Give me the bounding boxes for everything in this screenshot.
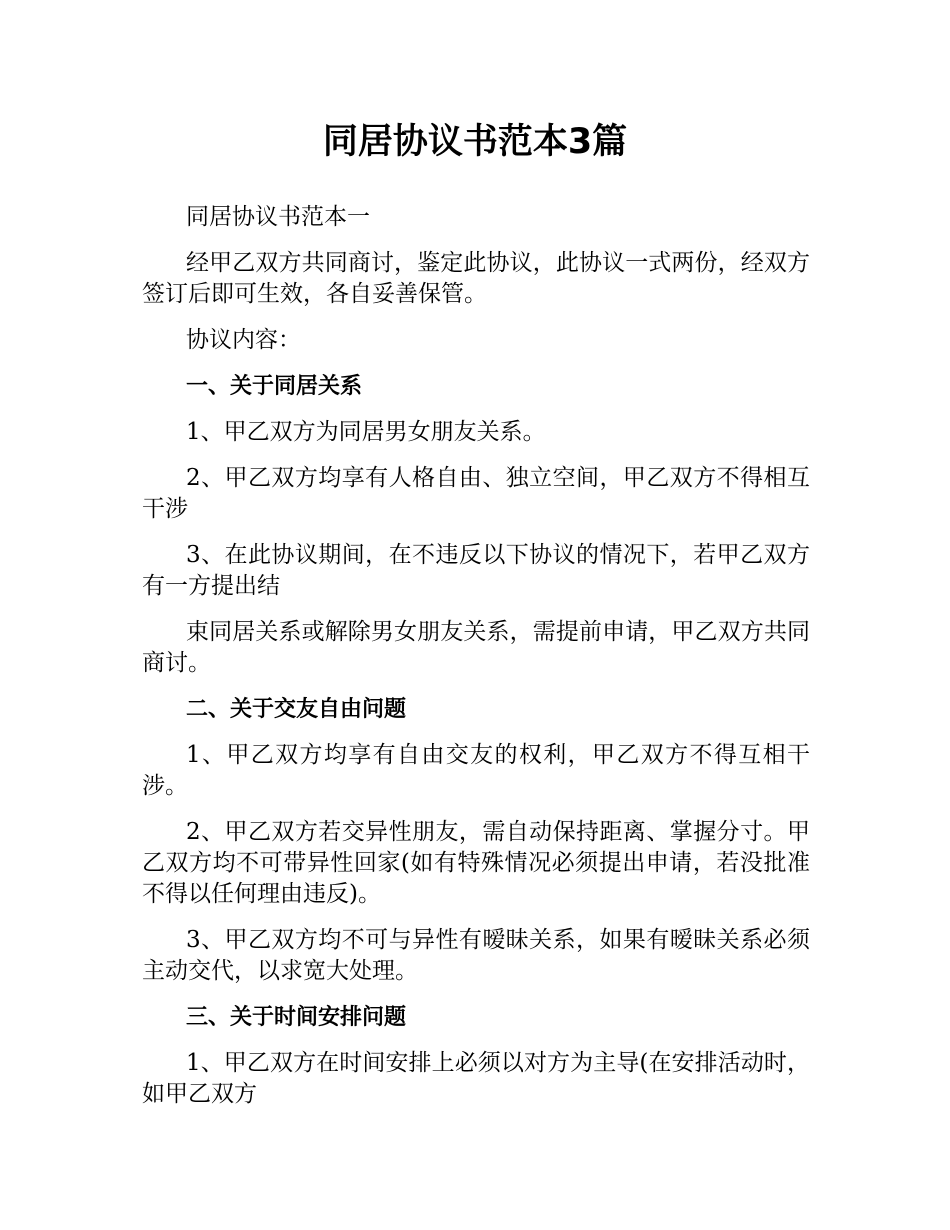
clause-1-1: 1、甲乙双方为同居男女朋友关系。 [186, 419, 546, 445]
clause-1-3-continued: 束同居关系或解除男女朋友关系，需提前申请，甲乙双方共同商讨。 [142, 619, 810, 676]
clause-2-1: 1、甲乙双方均享有自由交友的权利，甲乙双方不得互相干涉。 [142, 742, 810, 799]
section-heading-friendship: 二、关于交友自由问题 [186, 697, 407, 722]
section-heading-time: 三、关于时间安排问题 [186, 1005, 407, 1030]
clause-1-3: 3、在此协议期间，在不违反以下协议的情况下，若甲乙双方有一方提出结 [142, 542, 810, 599]
paragraph-preamble: 经甲乙双方共同商讨，鉴定此协议，此协议一式两份，经双方签订后即可生效，各自妥善保管。 [142, 250, 810, 307]
document-title: 同居协议书范本3篇 [322, 122, 628, 162]
clause-3-1: 1、甲乙双方在时间安排上必须以对方为主导(在安排活动时，如甲乙双方 [142, 1050, 810, 1107]
document-body [142, 202, 810, 1125]
section-heading-cohabitation: 一、关于同居关系 [186, 374, 363, 399]
clause-2-2: 2、甲乙双方若交异性朋友，需自动保持距离、掌握分寸。甲乙双方均不可带异性回家(如有特殊情况必须提出申请，若没批准不得以任何理由违反)。 [142, 819, 810, 907]
paragraph-section-intro: 同居协议书范本一 [186, 204, 370, 230]
paragraph-contents-label: 协议内容： [186, 327, 301, 353]
clause-2-3: 3、甲乙双方均不可与异性有暧昧关系，如果有暧昧关系必须主动交代，以求宽大处理。 [142, 927, 810, 984]
clause-1-2: 2、甲乙双方均享有人格自由、独立空间，甲乙双方不得相互干涉 [142, 465, 810, 522]
